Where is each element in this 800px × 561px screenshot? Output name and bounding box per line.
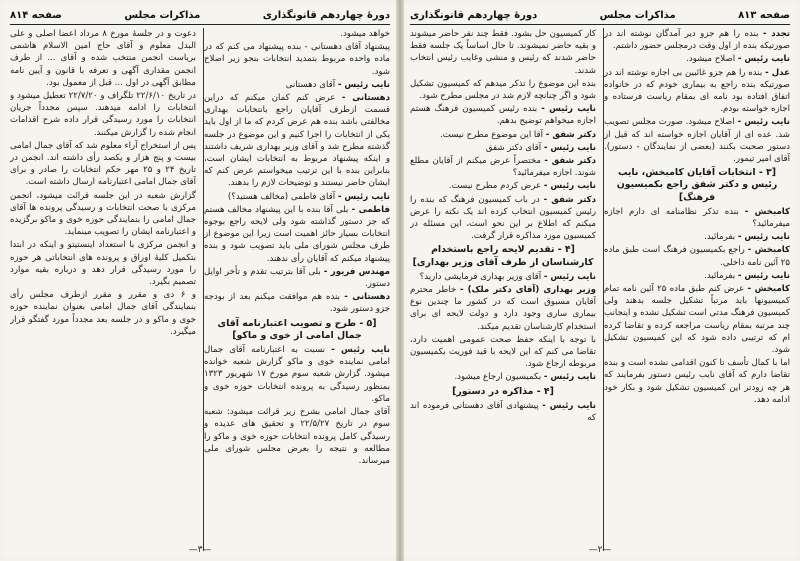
paragraph-text: دعوت و در جلسهٔ مورخ ۸ مرداد اعضا اصلی و علی البدل معلوم و آقای حاج امین الاسلام هاشمی بریاست انجمن منتخب شده و آقای ... از طرف انجمن مقداری آگهی و تعرفه با قانون و آیین نامه مطابق آگهی در اول ... قبل از معمول بود.	[10, 29, 196, 88]
speaker-name: نایب رئیس -	[737, 232, 790, 243]
paragraph-text: خواهد میشود.	[340, 29, 390, 39]
paragraph	[410, 371, 596, 383]
paragraph-text: بفرمائید.	[704, 232, 736, 243]
speaker-name: نایب رئیس -	[737, 117, 790, 128]
paragraph	[204, 344, 390, 405]
paragraph	[604, 67, 790, 116]
right-page	[404, 4, 796, 557]
paragraph	[604, 116, 790, 165]
paragraph	[410, 284, 596, 333]
paragraph-text: با توجه با اینکه حفظ صحت عمومی اهمیت دارد، تقاضا می کنم که این لایحه با قید فوریت بکمیسیون مربوطه ارجاع شود.	[410, 334, 596, 370]
paragraph-text: راجع بکمیسیون فرهنگ است طبق ماده ۲۵ آئین نامه داخلی.	[604, 245, 790, 268]
paragraph-text: عرض کنم کمان میکنم که دراین قسمت ازطرف آقایان راجع بانتخابات بهداری مخالفتی باشد بنده هم عرض کردم که ما از اول باید یکی از انتخابات را اجرا کنیم و این موضوع در جلسه گذشته مطرح شد و آقای وزیر بهداری شریف داشتند و اینکه پیشنهاد مربوط به انتخابات ایشان است، بنابراین بنده با این ترتیب میخواستم عرض کنم که ایشان حاضر نیستند و توضیحات لازم را بدهند.	[204, 93, 390, 189]
paragraph	[204, 191, 390, 203]
paragraph-text: کار کمیسیون حل بشود. فقط چند نفر حاضر میشوند و بقیه حاضر نمیشوند. تا حال اساساً یک جلسه فقط حاضر شدند که رئیس و منشی وغایب رئیس انتخاب شدند.	[410, 29, 596, 76]
paragraph	[204, 291, 390, 315]
text-columns	[410, 28, 790, 551]
left-page	[4, 4, 396, 557]
paragraph-text: بنده این موضوع را تذکر میدهم که کمیسیون تشکیل شود و اگر چنانچه لازم شد در مجلس مطرح شود.	[410, 78, 596, 102]
speaker-name: دهستانی -	[341, 93, 390, 104]
paragraph-text: گزارش شعبه در این جلسه قرائت میشود، انجمن مرکزی با صحت انتخابات و رسیدگی پرونده ها آقای جمال امامی را بنمایندگی حوزه خوی و ماکو برگزیده و اعتبارنامه ایشان را تصویب مینماید.	[10, 190, 196, 238]
column-divider	[203, 28, 204, 551]
speaker-name: کامبخش -	[747, 245, 790, 256]
paragraph	[410, 103, 596, 127]
paragraph	[410, 78, 596, 102]
speaker-name: دکتر شفق -	[545, 129, 596, 140]
text-column-left	[10, 28, 196, 551]
page-footer: —۲—	[588, 545, 612, 555]
page-header	[410, 6, 790, 25]
speaker-name: تجدد -	[762, 29, 790, 39]
paragraph-text: بنده رئیس کمیسیون فرهنگ هستم اجازه میخواهم توضیح بدهم.	[410, 104, 596, 127]
paragraph-text: نسبت به اعتبارنامه آقای جمال امامی نماینده خوی و ماکو گزارش شعبه خوانده میشود. گزارش شعبه سوم مورخ ۱۷ شهریور ۱۳۲۳ بمنظور رسیدگی به پرونده انتخابات حوزه خوی و ماکو.	[204, 345, 390, 404]
paragraph	[410, 194, 596, 243]
paragraph	[604, 53, 790, 65]
paragraph-text: خاطر محترم آقایان مسبوق است که در کشور ما چندین نوع بیماری ساری وجود دارد و دولت لایحه ای برای استخدام کارشناسان تقدیم میکند.	[410, 285, 596, 332]
paragraph	[10, 90, 196, 139]
speaker-name: نایب رئیس -	[543, 271, 596, 282]
paragraph-text: بفرمائید.	[704, 270, 736, 281]
paragraph	[10, 28, 196, 89]
paragraph	[604, 206, 790, 230]
paragraph	[10, 289, 196, 338]
text-columns	[10, 28, 390, 551]
paragraph-text: بکمیسیون ارجاع میشود.	[454, 372, 542, 383]
paragraph	[10, 239, 196, 288]
paragraph	[410, 142, 596, 154]
paragraph-text: عرض کردم مطرح نیست.	[448, 181, 542, 192]
paragraph-text: و انجمن مرکزی با استعداد اینستیتو و اینکه در ابتدا بتکمیل کلیهٔ اوراق و پرونده های انتخاباتی هر حوزه را مورد رسیدگی قرار دهد و درباره بقیه موارد تصمیم بگیرد.	[10, 240, 196, 288]
page-header	[10, 6, 390, 25]
paragraph-text: بنده تذکر نظامنامه ای دارم اجازه میفرمائید؟	[604, 206, 790, 230]
speaker-name: دکتر شفق -	[543, 194, 596, 205]
paragraph	[410, 129, 596, 141]
section-title: [۳ - انتخابات آقایان کامبخش، نایب رئیس و دکتر شفق راجع بکمیسیون فرهنگ]	[616, 167, 778, 203]
paragraph-text: مختصراً عرض میکنم از آقایان مطلع شوند. اجازه میفرمائید؟	[410, 156, 596, 179]
paragraph	[204, 41, 390, 78]
paragraph-text: اصلاح میشود. صورت مجلس تصویب شد. عده ای از آقایان اجازه خواسته اند که قبل از دستور صحبت بکنند (بعضی از نمایندگان - دستور). آقای امیر تیمور.	[604, 117, 790, 165]
paragraph	[604, 357, 790, 406]
section-title: [۴ - مذاکره در دستور]	[452, 385, 554, 397]
paragraph	[604, 270, 790, 282]
paragraph	[410, 271, 596, 283]
paragraph	[204, 406, 390, 467]
paragraph-text: بنده هم موافقت میکنم بعد از بودجه جزو دستور شود.	[204, 292, 390, 315]
paragraph-text: در تاریخ ۲۲/۶/۱۰ تلگراف و ۲۲/۷/۲۰ تعطیل میشود و انتخابات را ادامه میدهند. سپس مجدداً جریان انتخابات را مورد رسیدگی قرار داده شرح اقدامات انجام شده را گزارش میکنند.	[10, 91, 196, 138]
session-title: دورهٔ چهاردهم قانونگذاری	[410, 9, 538, 21]
column-divider	[603, 28, 604, 551]
text-column-left	[410, 28, 596, 551]
paragraph-text: اما با کمال تأسف تا کنون اقدامی نشده است و بنده تقاضا دارم که آقای نایب رئیس دستور بفرمایند که هر چه زودتر این کمیسیون تشکیل شود و بکار خود ادامه دهد.	[604, 358, 790, 405]
paragraph-text: پس از استخراج آراء معلوم شد که آقای جمال امامی بیست و پنج هزار و یکصد رأی داشته اند. انجمن در تاریخ ۲۴ و ۲۵ مهر حکم انتخابات را صادر و برای آقای جمال امامی اعتبارنامه ارسال داشته است.	[10, 140, 196, 188]
paragraph-text: در باب کمیسیون فرهنگ که بنده را رئیس کمیسیون انتخاب کرده اند یک نکته را عرض میکنم که اطلاع بر این نحو است، این مسئله در کمیسیون مورد مذاکره قرار گرفت.	[410, 194, 596, 242]
page-footer: —۳—	[188, 545, 212, 555]
speaker-name: وزیر بهداری (آقای دکتر ملک) -	[460, 285, 596, 296]
speaker-name: کامبخش -	[747, 284, 790, 295]
speaker-name: نایب رئیس -	[543, 372, 596, 383]
paragraph-text: عرض کنم طبق ماده ۲۵ آئین نامه تمام کمیسیونها باید مرتباً تشکیل جلسه بدهند ولی کمیسیون فرهنگ مدتی است تشکیل نشده و اینجانب چند مرتبه بمقام ریاست مراجعه کرده و تقاضا کرده ام که ترتیبی داده شود که این کمیسیون تشکیل شود.	[604, 284, 790, 356]
paragraph-text: پیشنهادی آقای دهستانی فرموده اند که	[410, 400, 596, 424]
page-number: صفحه ۸۱۳	[738, 9, 790, 21]
paragraph-text: بلی آقا بنده با این پیشنهاد مخالف هستم که جز دستور گذاشته شود ولی لایحه راجع بوجوه انتخابات بسیار حائز اهمیت است زیرا این موضوع از طرف مجلس شورای ملی باید تصویب شود و بنده پیشنهاد میکنم که آقایان رأی ندهند.	[204, 204, 390, 264]
paragraph-text: بنده را هم جزو غائبین بی اجازه نوشته اند در صورتیکه بنده راجع به بیماری خودم که در خانواده اتفاق افتاده بود نامه ای بمقام ریاست فرستاده و اجازه خواسته بودم.	[604, 67, 790, 115]
speaker-name: فاطمی -	[351, 204, 390, 215]
paragraph-text: اصلاح میشود.	[686, 54, 736, 65]
speaker-name: نایب رئیس -	[541, 104, 596, 115]
speaker-name: نایب رئیس -	[737, 54, 790, 65]
speaker-name: نایب رئیس -	[337, 79, 390, 90]
header-title: مذاکرات مجلس	[124, 9, 201, 21]
page-number: صفحه ۸۱۴	[10, 9, 62, 21]
section-title: [۴ - تقدیم لایحه راجع باستخدام کارشناسان از طرف آقای وزیر بهداری]	[412, 244, 594, 268]
paragraph-text: آقا این موضوع مطرح نیست.	[440, 129, 544, 140]
paragraph	[410, 155, 596, 179]
paragraph	[204, 28, 390, 40]
paragraph	[204, 79, 390, 91]
paragraph	[204, 204, 390, 265]
speaker-name: نایب رئیس -	[737, 270, 790, 281]
paragraph	[604, 28, 790, 52]
speaker-name: کامبخش -	[744, 206, 790, 217]
paragraph	[410, 28, 596, 77]
paragraph-text: بنده را هم جزو دیر آمدگان نوشته اند در صورتیکه بنده از اول وقت درمجلس حضور داشتم.	[604, 29, 790, 52]
paragraph	[604, 283, 790, 356]
paragraph	[10, 190, 196, 239]
paragraph	[204, 92, 390, 190]
speaker-name: نایب رئیس -	[542, 400, 596, 411]
paragraph-text: آقای فاطمی (مخالف هستید؟)	[227, 191, 336, 202]
paragraph	[410, 400, 596, 424]
speaker-name: نایب رئیس -	[337, 191, 390, 202]
paragraph-text: آقای دکتر شفق	[485, 142, 542, 153]
paragraph-text: بلی آقا بترتیب تقدم و تأخر اوایل دستور.	[204, 266, 390, 290]
paragraph	[10, 140, 196, 189]
header-title: مذاکرات مجلس	[599, 9, 676, 21]
speaker-name: مهندس فریور -	[323, 266, 390, 277]
paragraph-text: پیشنهاد آقای دهستانی - بنده پیشنهاد می کنم که در ماده واحده مربوط بتمدید انتخابات بنحو زیر اصلاح شود.	[204, 42, 390, 77]
paragraph	[604, 231, 790, 243]
speaker-name: نایب رئیس -	[543, 181, 596, 192]
paragraph	[604, 244, 790, 268]
speaker-name: دکتر شفق -	[544, 156, 596, 167]
paragraph-text: و ۶ دی و مقرر و مقرر ازطرف مجلس رأی بنمایندگی آقای جمال امامی بعنوان نماینده حوزه خوی و ماکو و در جلسه بعد مجدداً مورد گفتگو قرار میگیرد.	[10, 290, 196, 337]
text-column-right	[204, 28, 390, 551]
paragraph-text: آقای جمال امامی بشرح زیر قرائت میشود: شعبه سوم در تاریخ ۲۲/۵/۲۷ و تحقیق های عدیده و رسیدگی کامل پرونده انتخابات حوزه خوی و ماکو را مطالعه و نتیجه را بعرض مجلس شورای ملی میرساند.	[204, 407, 390, 466]
paragraph	[204, 266, 390, 290]
text-column-right	[604, 28, 790, 551]
speaker-name: عدل -	[765, 67, 790, 78]
speaker-name: نایب رئیس -	[331, 345, 390, 356]
paragraph-text: آقای وزیر بهداری فرمایشی دارید؟	[419, 271, 542, 282]
book-gutter	[396, 0, 404, 561]
speaker-name: دهستانی -	[344, 292, 390, 303]
paragraph-text: آقای دهستانی	[285, 79, 336, 90]
session-title: دورهٔ چهاردهم قانونگذاری	[262, 9, 390, 21]
paragraph	[410, 180, 596, 192]
speaker-name: نایب رئیس -	[543, 142, 596, 153]
section-title: [۵ - طرح و تصویب اعتبارنامه آقای جمال امامی از خوی و ماکو]	[217, 317, 377, 341]
paragraph	[410, 334, 596, 371]
